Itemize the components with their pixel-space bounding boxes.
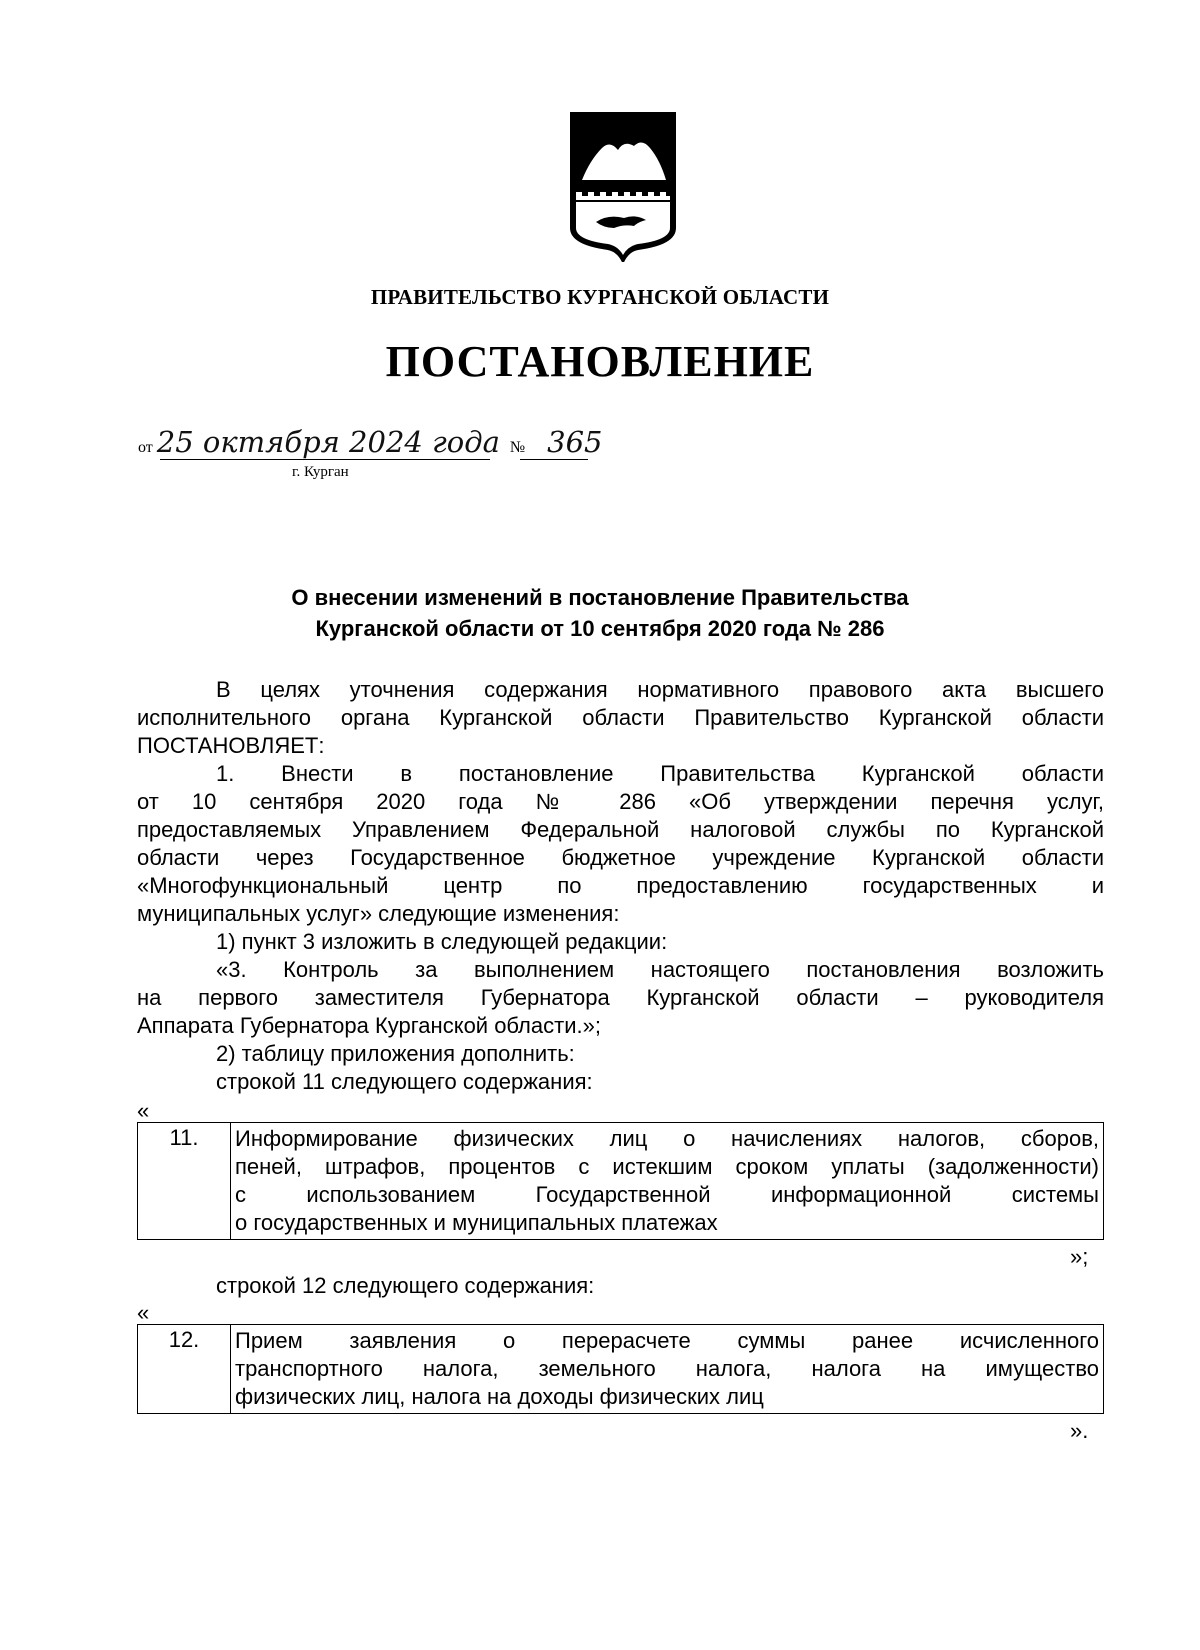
- body-line-6: предоставляемых Управлением Федеральной налоговой службы по Курганской: [137, 817, 1104, 842]
- row-number: 12.: [138, 1325, 231, 1414]
- number-underline: [520, 459, 588, 460]
- body-line-15: строкой 11 следующего содержания:: [216, 1069, 593, 1094]
- body-line-3: ПОСТАНОВЛЯЕТ:: [137, 733, 325, 758]
- row-number: 11.: [138, 1123, 231, 1240]
- body-line-10: 1) пункт 3 изложить в следующей редакции:: [216, 929, 668, 954]
- body-line-16: строкой 12 следующего содержания:: [216, 1273, 595, 1298]
- row-description-line: транспортного налога, земельного налога, налога на имущество: [235, 1356, 1099, 1381]
- open-quote-row-12: «: [137, 1300, 150, 1325]
- row-description: [231, 1325, 1104, 1414]
- body-line-9: муниципальных услуг» следующие изменения:: [137, 901, 620, 926]
- body-line-14: 2) таблицу приложения дополнить:: [216, 1041, 575, 1066]
- row-description-line: с использованием Государственной информационной системы: [235, 1182, 1099, 1207]
- handwritten-date: 25 октября 2024 года: [156, 425, 500, 459]
- close-quote-row-11: »;: [1070, 1244, 1089, 1269]
- body-line-8: «Многофункциональный центр по предоставлению государственных и: [137, 873, 1104, 898]
- row-description: [231, 1123, 1104, 1240]
- close-quote-row-12: ».: [1070, 1418, 1089, 1443]
- subject-line-1: О внесении изменений в постановление Правительства: [291, 585, 909, 610]
- date-underline: [160, 459, 490, 460]
- city-label: г. Курган: [292, 464, 349, 480]
- appendix-table-row-11: [137, 1122, 1104, 1240]
- document-subject: [0, 582, 1200, 644]
- open-quote-row-11: «: [137, 1098, 150, 1123]
- date-prefix: от: [138, 439, 153, 456]
- body-line-5: от 10 сентября 2020 года № 286 «Об утверждении перечня услуг,: [137, 789, 1104, 814]
- body-line-11: «3. Контроль за выполнением настоящего постановления возложить: [216, 957, 1104, 982]
- appendix-table-row-12: [137, 1324, 1104, 1414]
- body-line-2: исполнительного органа Курганской области Правительство Курганской области: [137, 705, 1104, 730]
- row-description-line: Прием заявления о перерасчете суммы ранее исчисленного: [235, 1328, 1099, 1353]
- document-type-title: ПОСТАНОВЛЕНИЕ: [385, 337, 815, 386]
- row-description-line: Информирование физических лиц о начислениях налогов, сборов,: [235, 1126, 1099, 1151]
- handwritten-number: 365: [547, 425, 603, 459]
- row-description-line: пеней, штрафов, процентов с истекшим сроком уплаты (задолженности): [235, 1154, 1099, 1179]
- date-number-line: [138, 425, 603, 459]
- organization-name: ПРАВИТЕЛЬСТВО КУРГАНСКОЙ ОБЛАСТИ: [370, 285, 830, 309]
- body-line-4: 1. Внести в постановление Правительства Курганской области: [216, 761, 1104, 786]
- table-row: [138, 1123, 1104, 1240]
- coat-of-arms-emblem: [568, 110, 678, 262]
- row-description-line: о государственных и муниципальных платежах: [235, 1210, 718, 1235]
- body-line-7: области через Государственное бюджетное учреждение Курганской области: [137, 845, 1104, 870]
- subject-line-2: Курганской области от 10 сентября 2020 года № 286: [315, 616, 885, 641]
- table-row: [138, 1325, 1104, 1414]
- body-line-13: Аппарата Губернатора Курганской области.»;: [137, 1013, 601, 1038]
- body-line-12: на первого заместителя Губернатора Курганской области – руководителя: [137, 985, 1104, 1010]
- row-description-line: физических лиц, налога на доходы физических лиц: [235, 1384, 764, 1409]
- number-sign: №: [509, 439, 526, 456]
- body-line-1: В целях уточнения содержания нормативного правового акта высшего: [216, 677, 1104, 702]
